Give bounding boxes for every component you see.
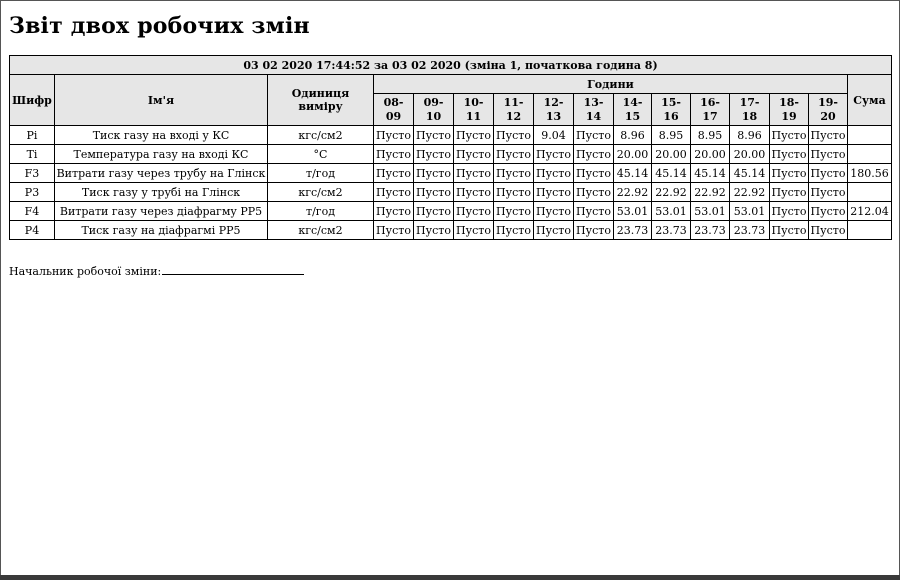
cell-hour-value: 20.00 [652, 145, 691, 164]
cell-sum [848, 183, 892, 202]
cell-hour-value: 22.92 [614, 183, 652, 202]
cell-hour-value: 22.92 [691, 183, 730, 202]
column-header-hours: Години [374, 75, 848, 94]
hour-header-to: 13 [545, 109, 562, 123]
cell-hour-value: 20.00 [730, 145, 770, 164]
hour-header-to: 14 [585, 109, 602, 123]
cell-hour-value: 45.14 [614, 164, 652, 183]
table-row [10, 145, 892, 164]
hour-header [534, 94, 574, 126]
cell-hour-value: Пусто [770, 145, 809, 164]
cell-hour-value: 23.73 [614, 221, 652, 240]
cell-hour-value: 53.01 [691, 202, 730, 221]
cell-hour-value: 22.92 [652, 183, 691, 202]
cell-hour-value: Пусто [414, 221, 454, 240]
hour-header [494, 94, 534, 126]
cell-hour-value: Пусто [494, 126, 534, 145]
cell-unit: т/год [268, 202, 374, 221]
cell-hour-value: Пусто [494, 145, 534, 164]
cell-hour-value: 53.01 [652, 202, 691, 221]
cell-hour-value: 53.01 [730, 202, 770, 221]
cell-hour-value: Пусто [494, 202, 534, 221]
hour-header-to: 15 [624, 109, 641, 123]
hour-header [652, 94, 691, 126]
cell-hour-value: Пусто [574, 164, 614, 183]
cell-sum [848, 126, 892, 145]
column-header-sum: Сума [848, 75, 892, 126]
cell-hour-value: Пусто [454, 202, 494, 221]
hour-header-from: 19- [818, 95, 838, 109]
cell-code: Ti [10, 145, 55, 164]
cell-hour-value: Пусто [374, 164, 414, 183]
hour-header [691, 94, 730, 126]
hour-header [730, 94, 770, 126]
cell-hour-value: Пусто [809, 221, 848, 240]
cell-hour-value: Пусто [534, 164, 574, 183]
hour-header-to: 18 [741, 109, 758, 123]
cell-hour-value: Пусто [809, 202, 848, 221]
signature-label: Начальник робочої зміни: [9, 265, 162, 278]
cell-hour-value: Пусто [534, 183, 574, 202]
cell-code: P3 [10, 183, 55, 202]
cell-unit: т/год [268, 164, 374, 183]
hour-header-to: 11 [465, 109, 482, 123]
page-title: Звіт двох робочих змін [9, 13, 310, 39]
cell-hour-value: Пусто [374, 126, 414, 145]
cell-hour-value: 23.73 [691, 221, 730, 240]
table-row [10, 126, 892, 145]
cell-hour-value: Пусто [809, 126, 848, 145]
cell-hour-value: Пусто [770, 164, 809, 183]
column-header-unit [268, 75, 374, 126]
column-header-name: Ім'я [55, 75, 268, 126]
cell-hour-value: Пусто [414, 202, 454, 221]
hour-header-to: 16 [663, 109, 679, 123]
cell-code: F4 [10, 202, 55, 221]
hour-header-to: 12 [505, 109, 522, 123]
unit-header-line1: Одиниця [291, 87, 350, 100]
cell-hour-value: Пусто [454, 164, 494, 183]
hour-header-from: 13- [583, 95, 604, 109]
cell-unit: кгс/см2 [268, 221, 374, 240]
cell-hour-value: 8.95 [691, 126, 730, 145]
cell-hour-value: 22.92 [730, 183, 770, 202]
cell-hour-value: 45.14 [691, 164, 730, 183]
cell-hour-value: 8.95 [652, 126, 691, 145]
hour-header-to: 19 [781, 109, 797, 123]
cell-hour-value: Пусто [534, 221, 574, 240]
hour-header-from: 15- [661, 95, 681, 109]
cell-unit: кгс/см2 [268, 126, 374, 145]
cell-sum [848, 221, 892, 240]
cell-hour-value: Пусто [574, 202, 614, 221]
cell-hour-value: Пусто [574, 145, 614, 164]
cell-hour-value: 8.96 [614, 126, 652, 145]
cell-hour-value: 45.14 [652, 164, 691, 183]
cell-hour-value: Пусто [809, 145, 848, 164]
hour-header-from: 08- [383, 95, 404, 109]
hour-header-to: 17 [702, 109, 718, 123]
cell-code: P4 [10, 221, 55, 240]
cell-hour-value: 9.04 [534, 126, 574, 145]
hour-header-from: 12- [543, 95, 564, 109]
cell-hour-value: Пусто [574, 183, 614, 202]
cell-sum [848, 145, 892, 164]
shift-supervisor-signature [9, 265, 304, 278]
report-period-header: 03 02 2020 17:44:52 за 03 02 2020 (зміна 1, початкова година 8) [10, 56, 892, 75]
cell-hour-value: Пусто [770, 221, 809, 240]
cell-hour-value: Пусто [534, 202, 574, 221]
hour-header [614, 94, 652, 126]
cell-hour-value: Пусто [454, 126, 494, 145]
cell-hour-value: Пусто [770, 202, 809, 221]
cell-hour-value: Пусто [494, 221, 534, 240]
cell-sum: 180.56 [848, 164, 892, 183]
cell-name: Тиск газу у трубі на Глінск [55, 183, 268, 202]
cell-hour-value: 23.73 [730, 221, 770, 240]
cell-hour-value: 8.96 [730, 126, 770, 145]
cell-hour-value: Пусто [770, 183, 809, 202]
cell-hour-value: Пусто [374, 202, 414, 221]
column-header-code: Шифр [10, 75, 55, 126]
bottom-bar [0, 575, 900, 580]
cell-hour-value: Пусто [574, 221, 614, 240]
cell-hour-value: Пусто [494, 183, 534, 202]
hour-header [809, 94, 848, 126]
cell-hour-value: Пусто [494, 164, 534, 183]
cell-hour-value: 45.14 [730, 164, 770, 183]
hour-header [454, 94, 494, 126]
unit-header-line2: виміру [298, 100, 343, 113]
hour-header [374, 94, 414, 126]
cell-code: F3 [10, 164, 55, 183]
cell-hour-value: Пусто [454, 221, 494, 240]
hour-header-from: 17- [739, 95, 760, 109]
cell-hour-value: Пусто [374, 183, 414, 202]
cell-hour-value: Пусто [454, 145, 494, 164]
table-row [10, 221, 892, 240]
cell-hour-value: Пусто [770, 126, 809, 145]
cell-hour-value: 20.00 [691, 145, 730, 164]
cell-hour-value: 20.00 [614, 145, 652, 164]
cell-hour-value: Пусто [374, 145, 414, 164]
table-row [10, 202, 892, 221]
cell-unit: кгс/см2 [268, 183, 374, 202]
table-row [10, 164, 892, 183]
cell-hour-value: Пусто [414, 164, 454, 183]
cell-hour-value: Пусто [574, 126, 614, 145]
cell-hour-value: 53.01 [614, 202, 652, 221]
hour-header-to: 10 [425, 109, 442, 123]
hour-header [770, 94, 809, 126]
cell-hour-value: Пусто [374, 221, 414, 240]
cell-hour-value: Пусто [534, 145, 574, 164]
hour-header-from: 11- [503, 95, 524, 109]
signature-line [162, 265, 304, 275]
cell-code: Pi [10, 126, 55, 145]
hour-header-to: 09 [385, 109, 402, 123]
hour-header-to: 20 [820, 109, 836, 123]
cell-sum: 212.04 [848, 202, 892, 221]
cell-hour-value: Пусто [809, 164, 848, 183]
cell-unit: °С [268, 145, 374, 164]
cell-name: Температура газу на вході КС [55, 145, 268, 164]
hour-header [414, 94, 454, 126]
cell-hour-value: Пусто [414, 145, 454, 164]
hour-header-from: 18- [779, 95, 799, 109]
hour-header-from: 10- [463, 95, 484, 109]
hour-header-from: 09- [423, 95, 444, 109]
cell-hour-value: Пусто [809, 183, 848, 202]
cell-hour-value: Пусто [454, 183, 494, 202]
cell-name: Витрати газу через діафрагму РР5 [55, 202, 268, 221]
report-table [9, 55, 892, 240]
hour-header [574, 94, 614, 126]
cell-name: Тиск газу на діафрагмі РР5 [55, 221, 268, 240]
cell-hour-value: 23.73 [652, 221, 691, 240]
cell-hour-value: Пусто [414, 183, 454, 202]
table-row [10, 183, 892, 202]
hour-header-from: 14- [622, 95, 643, 109]
cell-hour-value: Пусто [414, 126, 454, 145]
cell-name: Тиск газу на вході у КС [55, 126, 268, 145]
cell-name: Витрати газу через трубу на Глінск [55, 164, 268, 183]
hour-header-from: 16- [700, 95, 720, 109]
